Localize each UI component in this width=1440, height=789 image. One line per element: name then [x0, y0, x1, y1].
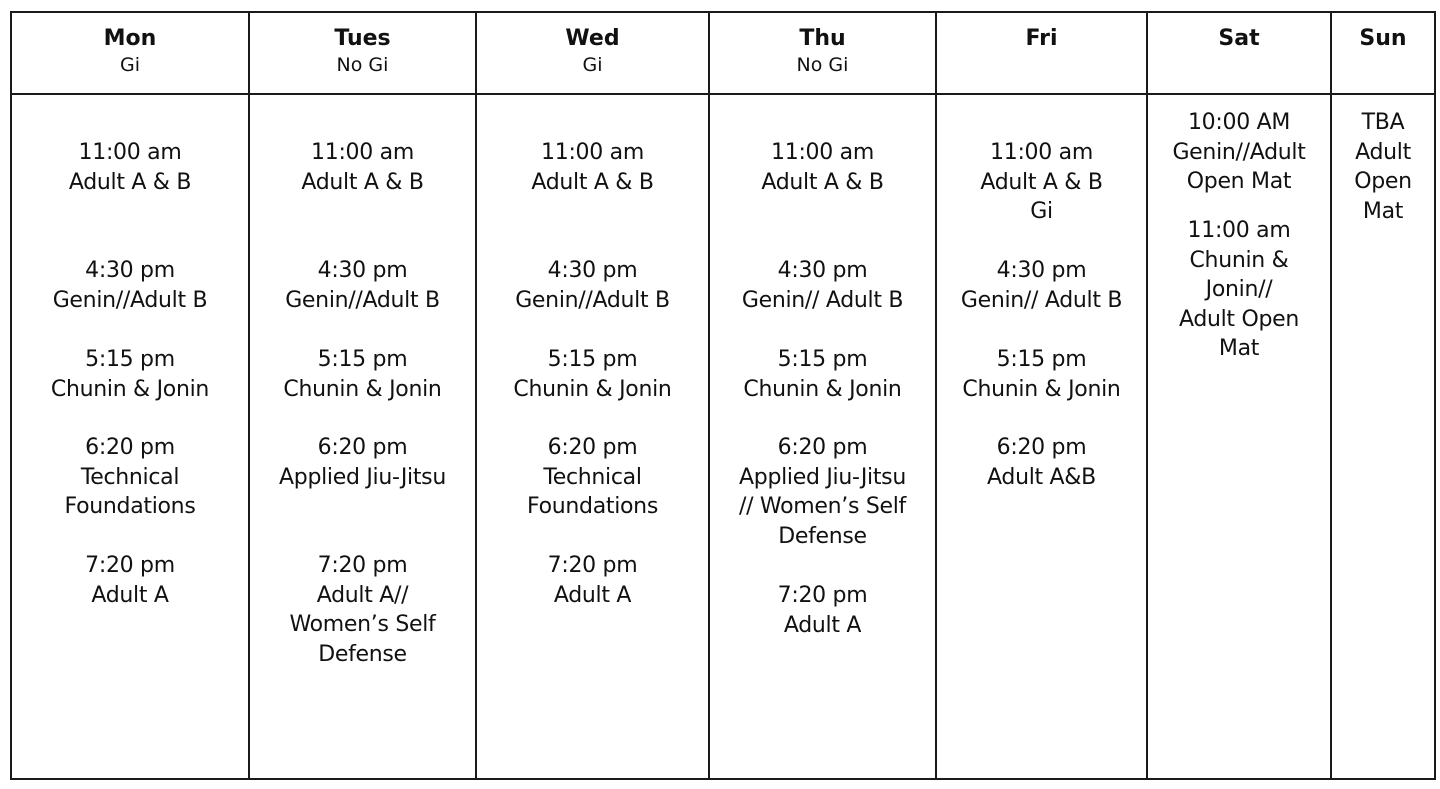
class-entry	[1148, 108, 1330, 197]
class-entry	[710, 138, 935, 197]
class-name: // Women’s Self	[739, 494, 906, 520]
class-time: 7:20 pm	[547, 553, 638, 578]
class-entry	[12, 256, 248, 315]
class-time: 7:20 pm	[317, 553, 408, 578]
class-name: Genin// Adult B	[741, 287, 904, 313]
class-name: Mat	[1218, 336, 1260, 362]
day-style: Gi	[119, 54, 140, 76]
day-header-tues	[249, 12, 476, 94]
day-column-wed	[476, 94, 709, 779]
class-time: 4:30 pm	[547, 258, 638, 283]
class-name: Adult A	[91, 582, 169, 608]
class-time: 11:00 am	[78, 140, 182, 165]
classes-row	[11, 94, 1435, 779]
class-entry	[250, 138, 475, 197]
class-time: 5:15 pm	[996, 347, 1087, 372]
class-time: 5:15 pm	[317, 347, 408, 372]
class-entry	[477, 256, 708, 315]
class-name: Genin//Adult B	[285, 287, 440, 313]
class-time: 4:30 pm	[317, 258, 408, 283]
class-entry	[1148, 216, 1330, 364]
class-name: Technical	[543, 464, 642, 490]
day-name: Sat	[1218, 26, 1260, 51]
class-name: Open Mat	[1186, 169, 1292, 195]
class-name: Defense	[778, 523, 867, 549]
class-entry	[250, 345, 475, 404]
class-time: TBA	[1361, 110, 1405, 135]
class-name: Adult	[1355, 139, 1411, 165]
class-entry	[937, 138, 1146, 227]
class-time: 6:20 pm	[547, 435, 638, 460]
class-time: 6:20 pm	[85, 435, 175, 460]
class-name: Adult Open	[1178, 306, 1300, 332]
class-entry	[477, 138, 708, 197]
class-name: Chunin & Jonin	[513, 376, 672, 402]
day-header-sat	[1147, 12, 1331, 94]
class-name: Genin// Adult B	[960, 287, 1123, 313]
class-name: Gi	[1030, 199, 1053, 225]
class-entry	[12, 433, 248, 522]
class-time: 10:00 AM	[1187, 110, 1291, 135]
class-name: Defense	[318, 641, 407, 667]
class-name: Applied Jiu-Jitsu	[279, 464, 446, 490]
day-column-mon	[11, 94, 249, 779]
class-entry	[477, 433, 708, 522]
day-column-fri	[936, 94, 1147, 779]
class-name: Adult A & B	[980, 169, 1103, 195]
class-time: 4:30 pm	[85, 258, 175, 283]
class-entry	[937, 256, 1146, 315]
class-entry	[12, 345, 248, 404]
class-entry	[937, 433, 1146, 492]
class-name: Chunin & Jonin	[962, 376, 1121, 402]
class-name: Adult A//	[316, 582, 409, 608]
class-time: 4:30 pm	[777, 258, 868, 283]
class-time: 6:20 pm	[996, 435, 1087, 460]
class-time: 7:20 pm	[85, 553, 175, 578]
class-name: Foundations	[527, 494, 658, 520]
class-name: Adult A & B	[301, 169, 424, 195]
day-name: Wed	[565, 26, 620, 51]
class-entry	[1332, 108, 1434, 226]
class-name: Adult A&B	[987, 464, 1096, 490]
class-name: Genin//Adult B	[515, 287, 670, 313]
day-column-tues	[249, 94, 476, 779]
class-name: Genin//Adult B	[52, 287, 208, 313]
class-entry	[710, 345, 935, 404]
day-column-sun	[1331, 94, 1435, 779]
class-entry	[477, 551, 708, 610]
class-time: 11:00 am	[1187, 218, 1291, 243]
class-schedule-table	[10, 11, 1436, 780]
class-time: 6:20 pm	[317, 435, 408, 460]
class-name: Chunin & Jonin	[50, 376, 210, 402]
class-name: Chunin & Jonin	[283, 376, 442, 402]
class-entry	[12, 138, 248, 197]
class-entry	[477, 345, 708, 404]
class-time: 6:20 pm	[777, 435, 868, 460]
class-entry	[710, 256, 935, 315]
class-time: 11:00 am	[771, 140, 874, 165]
class-time: 5:15 pm	[547, 347, 638, 372]
day-column-thu	[709, 94, 936, 779]
day-style: No Gi	[796, 54, 849, 76]
day-style: No Gi	[336, 54, 389, 76]
class-name: Open	[1354, 169, 1412, 195]
class-name: Adult A	[553, 582, 632, 608]
class-name: Mat	[1362, 198, 1404, 224]
class-time: 11:00 am	[541, 140, 644, 165]
day-name: Fri	[1025, 26, 1058, 51]
class-entry	[937, 345, 1146, 404]
class-name: Chunin & Jonin	[743, 376, 902, 402]
class-entry	[710, 433, 935, 551]
class-time: 5:15 pm	[777, 347, 868, 372]
class-name: Chunin &	[1189, 247, 1289, 273]
class-name: Jonin//	[1205, 277, 1273, 303]
day-header-wed	[476, 12, 709, 94]
day-header-mon	[11, 12, 249, 94]
class-entry	[250, 551, 475, 669]
class-entry	[250, 433, 475, 492]
class-time: 7:20 pm	[777, 583, 868, 608]
day-header-fri	[936, 12, 1147, 94]
class-time: 5:15 pm	[85, 347, 175, 372]
class-entry	[710, 581, 935, 640]
day-name: Thu	[799, 26, 846, 51]
class-time: 4:30 pm	[996, 258, 1087, 283]
class-name: Women’s Self	[289, 612, 436, 638]
day-column-sat	[1147, 94, 1331, 779]
class-entry	[12, 551, 248, 610]
class-name: Technical	[80, 464, 180, 490]
class-name: Adult A & B	[761, 169, 884, 195]
class-name: Adult A & B	[531, 169, 654, 195]
day-name: Mon	[103, 26, 157, 51]
day-header-sun	[1331, 12, 1435, 94]
header-row	[11, 12, 1435, 94]
class-name: Applied Jiu-Jitsu	[739, 464, 906, 490]
class-name: Adult A & B	[68, 169, 192, 195]
class-time: 11:00 am	[990, 140, 1093, 165]
day-name: Sun	[1359, 26, 1407, 51]
day-style: Gi	[582, 54, 603, 76]
class-name: Adult A	[783, 612, 862, 638]
day-header-thu	[709, 12, 936, 94]
class-name: Genin//Adult	[1172, 139, 1306, 165]
class-name: Foundations	[64, 494, 196, 520]
class-time: 11:00 am	[311, 140, 414, 165]
class-entry	[250, 256, 475, 315]
day-name: Tues	[334, 26, 391, 51]
